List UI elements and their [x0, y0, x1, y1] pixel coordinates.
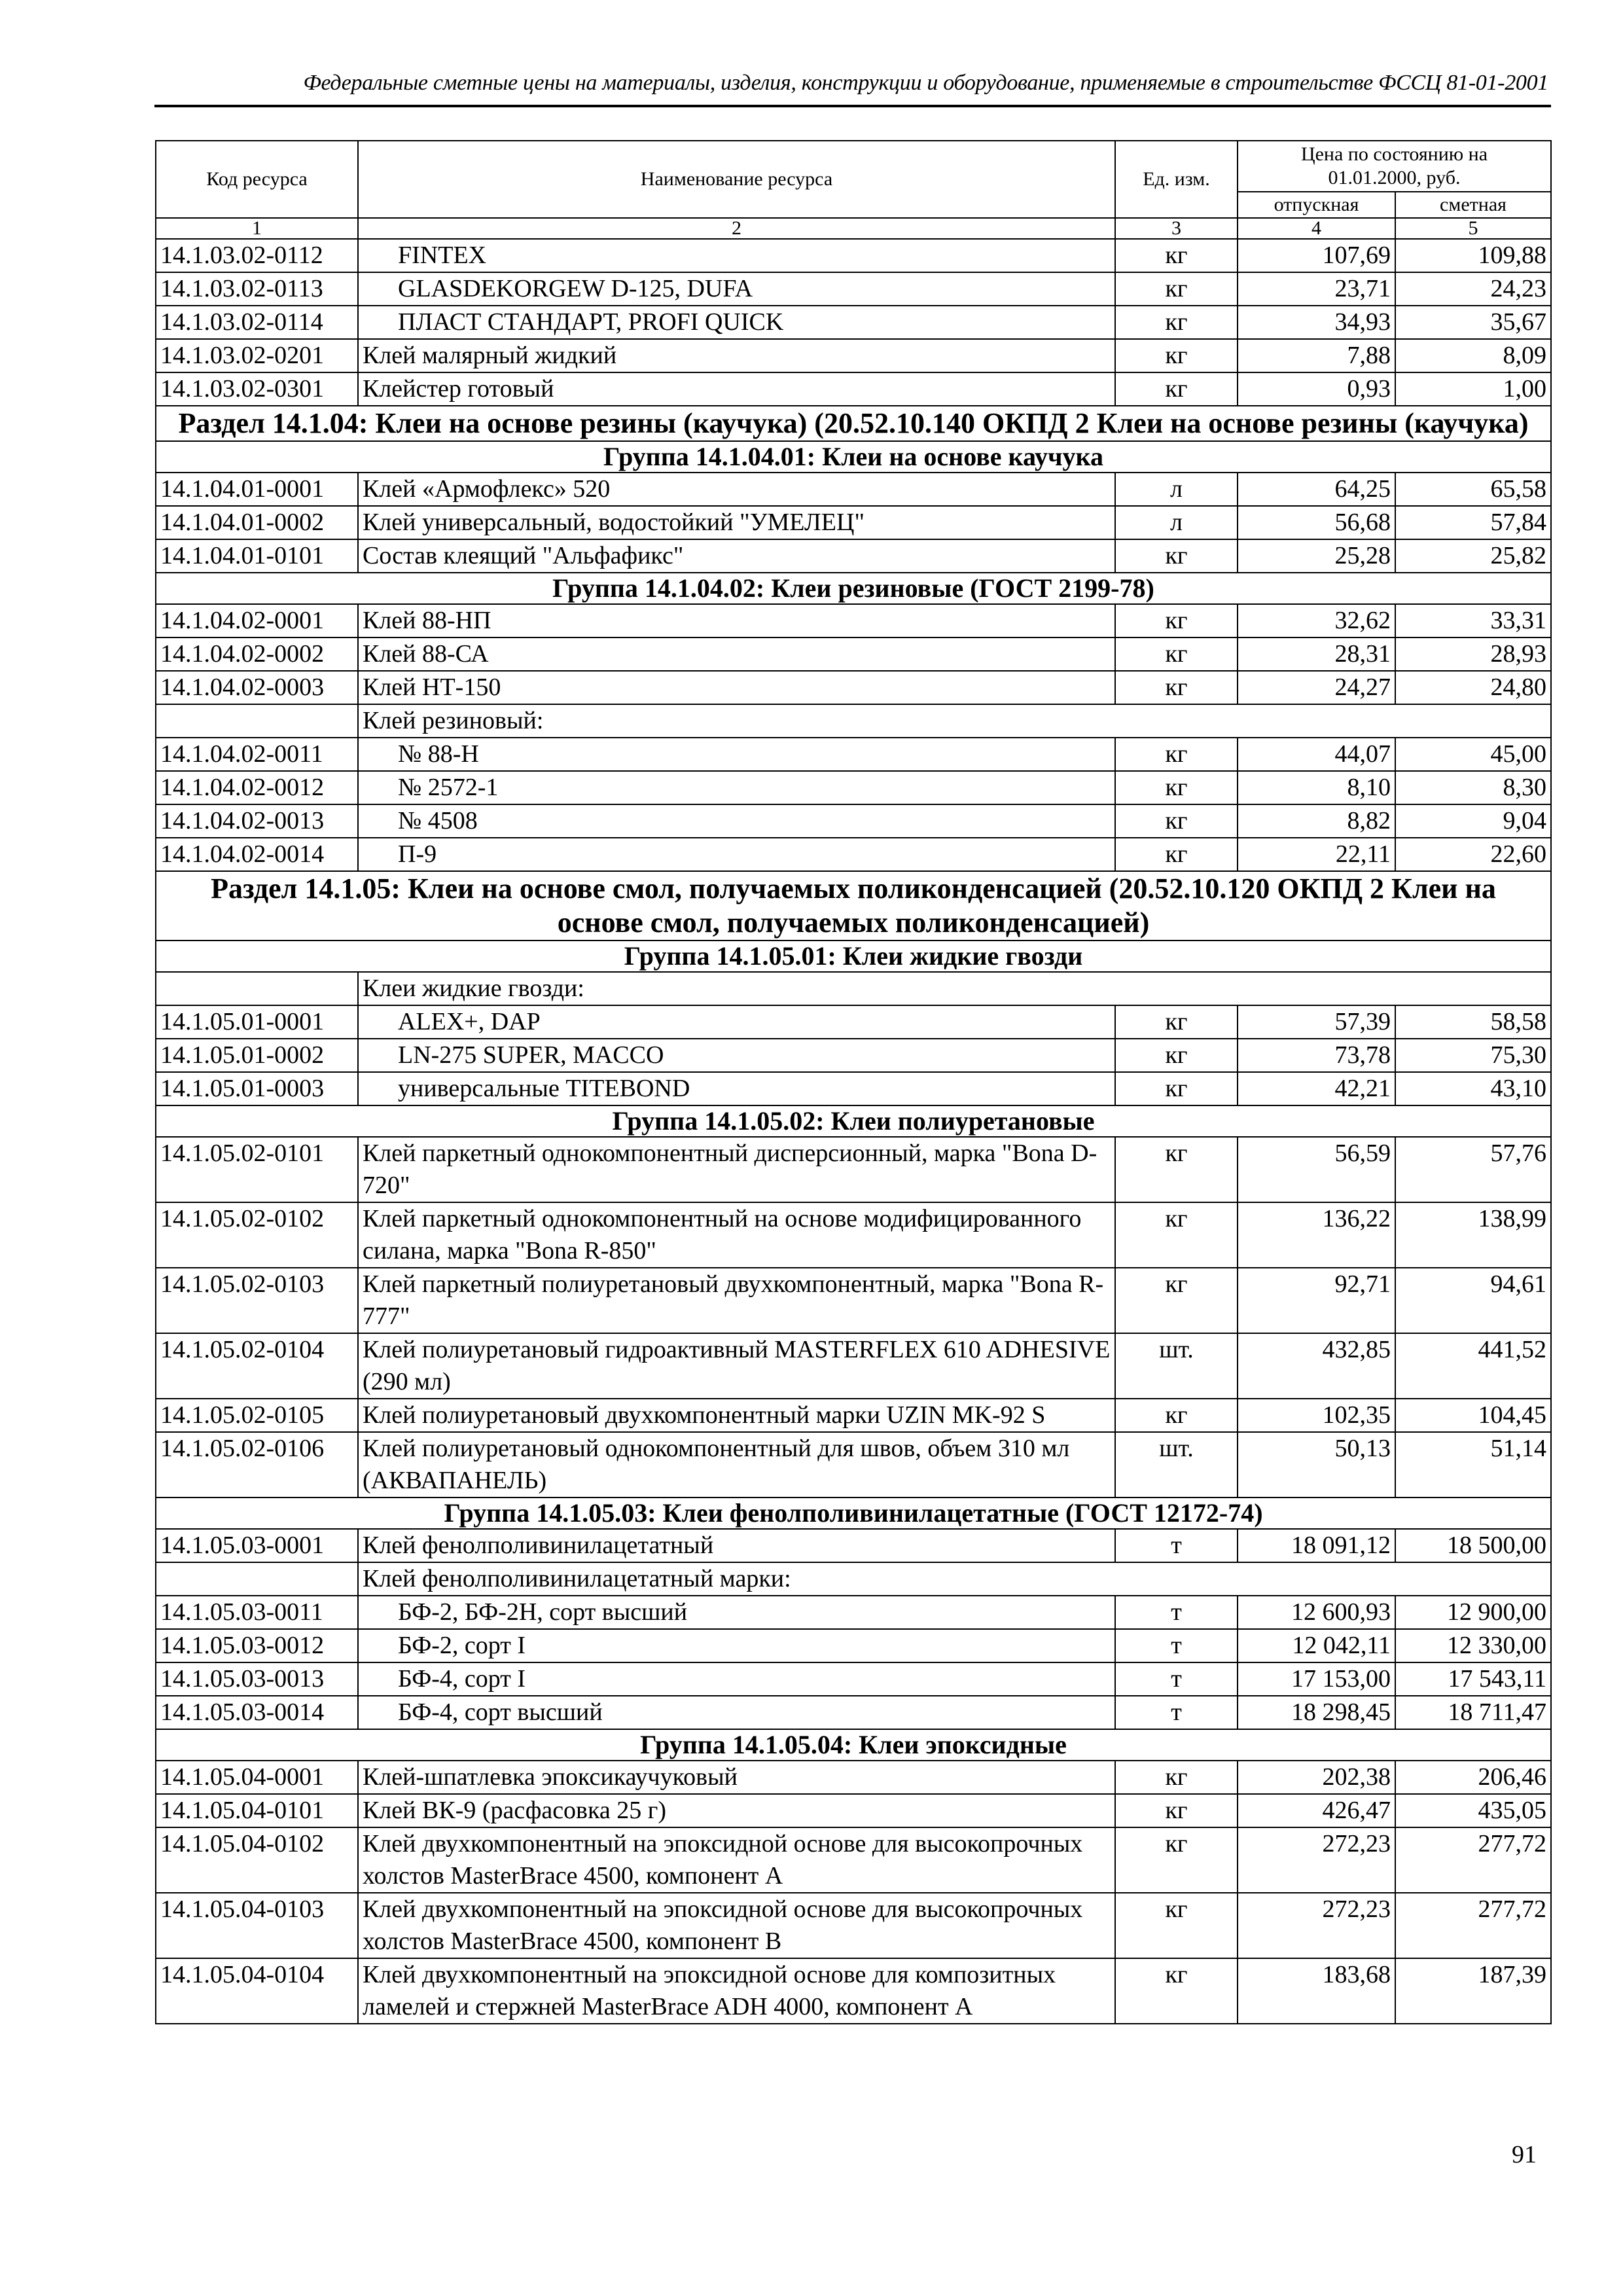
unit: шт. — [1115, 1432, 1238, 1498]
col-number: 3 — [1115, 218, 1238, 239]
resource-code: 14.1.03.02-0301 — [156, 372, 358, 406]
unit: кг — [1115, 1202, 1238, 1268]
group-title: Группа 14.1.04.01: Клеи на основе каучука — [156, 441, 1551, 473]
subheading-label: Клеи жидкие гвозди: — [358, 972, 1551, 1005]
price-release: 23,71 — [1238, 272, 1395, 306]
table-body — [156, 239, 1551, 2024]
resource-code: 14.1.05.01-0003 — [156, 1072, 358, 1105]
price-estimate: 18 711,47 — [1395, 1696, 1551, 1729]
unit: кг — [1115, 604, 1238, 637]
price-release: 64,25 — [1238, 473, 1395, 506]
resource-code: 14.1.04.02-0003 — [156, 671, 358, 704]
price-release: 136,22 — [1238, 1202, 1395, 1268]
table-row — [156, 239, 1551, 272]
price-release: 56,59 — [1238, 1137, 1395, 1202]
table-row — [156, 506, 1551, 539]
header-row — [156, 141, 1551, 192]
unit: т — [1115, 1696, 1238, 1729]
price-estimate: 441,52 — [1395, 1333, 1551, 1399]
table-row — [156, 1794, 1551, 1827]
price-release: 183,68 — [1238, 1958, 1395, 2024]
table-row — [156, 637, 1551, 671]
price-release: 12 600,93 — [1238, 1596, 1395, 1629]
table-row — [156, 1137, 1551, 1202]
unit: кг — [1115, 306, 1238, 339]
price-release: 8,10 — [1238, 771, 1395, 804]
resource-code: 14.1.05.01-0001 — [156, 1005, 358, 1039]
header-code: Код ресурса — [156, 141, 358, 218]
unit: кг — [1115, 1039, 1238, 1072]
resource-code: 14.1.05.02-0105 — [156, 1399, 358, 1432]
price-release: 25,28 — [1238, 539, 1395, 573]
resource-code: 14.1.04.02-0014 — [156, 838, 358, 871]
resource-name: № 2572-1 — [358, 771, 1115, 804]
price-estimate: 8,09 — [1395, 339, 1551, 372]
group-heading-row — [156, 1498, 1551, 1529]
resource-name: Клей ВК-9 (расфасовка 25 г) — [358, 1794, 1115, 1827]
price-release: 432,85 — [1238, 1333, 1395, 1399]
resource-code: 14.1.05.04-0104 — [156, 1958, 358, 2024]
price-release: 44,07 — [1238, 738, 1395, 771]
resource-name: БФ-2, сорт I — [358, 1629, 1115, 1662]
price-estimate: 43,10 — [1395, 1072, 1551, 1105]
resource-code: 14.1.05.02-0102 — [156, 1202, 358, 1268]
price-release: 8,82 — [1238, 804, 1395, 838]
price-release: 56,68 — [1238, 506, 1395, 539]
resource-code: 14.1.05.04-0103 — [156, 1893, 358, 1958]
unit: л — [1115, 473, 1238, 506]
price-release: 202,38 — [1238, 1761, 1395, 1794]
price-estimate: 8,30 — [1395, 771, 1551, 804]
unit: кг — [1115, 1072, 1238, 1105]
resource-code: 14.1.05.04-0101 — [156, 1794, 358, 1827]
unit: кг — [1115, 804, 1238, 838]
section-heading-row — [156, 871, 1551, 941]
price-release: 17 153,00 — [1238, 1662, 1395, 1696]
table-row — [156, 1827, 1551, 1893]
resource-name: Состав клеящий "Альфафикс" — [358, 539, 1115, 573]
resource-name: GLASDEKORGEW D-125, DUFA — [358, 272, 1115, 306]
resource-code: 14.1.03.02-0113 — [156, 272, 358, 306]
resource-code: 14.1.05.01-0002 — [156, 1039, 358, 1072]
header-price-estimate: сметная — [1395, 192, 1551, 218]
price-release: 32,62 — [1238, 604, 1395, 637]
col-number: 5 — [1395, 218, 1551, 239]
subheading-row — [156, 972, 1551, 1005]
price-estimate: 24,23 — [1395, 272, 1551, 306]
price-estimate: 57,76 — [1395, 1137, 1551, 1202]
price-estimate: 18 500,00 — [1395, 1529, 1551, 1562]
unit: кг — [1115, 539, 1238, 573]
table-row — [156, 1596, 1551, 1629]
unit: кг — [1115, 1761, 1238, 1794]
code-cell-empty — [156, 972, 358, 1005]
price-release: 107,69 — [1238, 239, 1395, 272]
unit: кг — [1115, 1893, 1238, 1958]
table-row — [156, 1432, 1551, 1498]
price-release: 50,13 — [1238, 1432, 1395, 1498]
section-title: Раздел 14.1.04: Клеи на основе резины (каучука) (20.52.10.140 ОКПД 2 Клеи на основе резины (каучука) — [156, 406, 1551, 441]
code-cell-empty — [156, 1562, 358, 1596]
price-estimate: 33,31 — [1395, 604, 1551, 637]
price-release: 73,78 — [1238, 1039, 1395, 1072]
resource-code: 14.1.05.03-0001 — [156, 1529, 358, 1562]
resource-name: № 4508 — [358, 804, 1115, 838]
resource-name: Клей малярный жидкий — [358, 339, 1115, 372]
table-row — [156, 1039, 1551, 1072]
resource-code: 14.1.05.03-0013 — [156, 1662, 358, 1696]
table-row — [156, 738, 1551, 771]
unit: т — [1115, 1596, 1238, 1629]
header-price-release: отпускная — [1238, 192, 1395, 218]
page-number: 91 — [1512, 2141, 1537, 2168]
col-number: 2 — [358, 218, 1115, 239]
unit: кг — [1115, 838, 1238, 871]
price-release: 7,88 — [1238, 339, 1395, 372]
section-title: Раздел 14.1.05: Клеи на основе смол, получаемых поликонденсацией (20.52.10.120 ОКПД 2 Клеи на основе смол, получаемых поликонденсацией) — [156, 871, 1551, 941]
unit: кг — [1115, 1958, 1238, 2024]
unit: л — [1115, 506, 1238, 539]
group-heading-row — [156, 1105, 1551, 1137]
price-estimate: 277,72 — [1395, 1893, 1551, 1958]
price-release: 42,21 — [1238, 1072, 1395, 1105]
table-row — [156, 1333, 1551, 1399]
price-release: 0,93 — [1238, 372, 1395, 406]
price-release: 426,47 — [1238, 1794, 1395, 1827]
table-row — [156, 1202, 1551, 1268]
price-table — [155, 140, 1552, 2024]
running-head: Федеральные сметные цены на материалы, изделия, конструкции и оборудование, применяемые в строительстве ФССЦ 81-01-2001 — [303, 71, 1548, 95]
resource-code: 14.1.05.04-0001 — [156, 1761, 358, 1794]
price-estimate: 22,60 — [1395, 838, 1551, 871]
col-number: 1 — [156, 218, 358, 239]
resource-name: Клей двухкомпонентный на эпоксидной основе для композитных ламелей и стержней MasterBrace ADH 4000, компонент А — [358, 1958, 1115, 2024]
unit: т — [1115, 1629, 1238, 1662]
unit: кг — [1115, 671, 1238, 704]
table-row — [156, 1529, 1551, 1562]
table-row — [156, 473, 1551, 506]
header-rule — [154, 105, 1551, 107]
price-release: 272,23 — [1238, 1827, 1395, 1893]
table-row — [156, 1629, 1551, 1662]
resource-name: Клей двухкомпонентный на эпоксидной основе для высокопрочных холстов MasterBrace 4500, компонент А — [358, 1827, 1115, 1893]
table-row — [156, 771, 1551, 804]
price-release: 57,39 — [1238, 1005, 1395, 1039]
unit: кг — [1115, 1137, 1238, 1202]
table-row — [156, 838, 1551, 871]
resource-code: 14.1.05.04-0102 — [156, 1827, 358, 1893]
price-release: 34,93 — [1238, 306, 1395, 339]
table-row — [156, 372, 1551, 406]
table-row — [156, 804, 1551, 838]
price-estimate: 51,14 — [1395, 1432, 1551, 1498]
price-estimate: 57,84 — [1395, 506, 1551, 539]
resource-name: Клей полиуретановый гидроактивный MASTERFLEX 610 ADHESIVE (290 мл) — [358, 1333, 1115, 1399]
resource-name: LN-275 SUPER, MACCO — [358, 1039, 1115, 1072]
group-title: Группа 14.1.05.03: Клеи фенолполивинилацетатные (ГОСТ 12172-74) — [156, 1498, 1551, 1529]
table-row — [156, 339, 1551, 372]
price-release: 102,35 — [1238, 1399, 1395, 1432]
subheading-label: Клей резиновый: — [358, 704, 1551, 738]
resource-name: Клей 88-НП — [358, 604, 1115, 637]
table-row — [156, 604, 1551, 637]
price-estimate: 187,39 — [1395, 1958, 1551, 2024]
unit: кг — [1115, 637, 1238, 671]
resource-code: 14.1.05.03-0012 — [156, 1629, 358, 1662]
unit: кг — [1115, 339, 1238, 372]
price-estimate: 435,05 — [1395, 1794, 1551, 1827]
resource-name: Клей 88-СА — [358, 637, 1115, 671]
subheading-row — [156, 1562, 1551, 1596]
resource-name: БФ-2, БФ-2Н, сорт высший — [358, 1596, 1115, 1629]
resource-code: 14.1.05.02-0103 — [156, 1268, 358, 1333]
unit: кг — [1115, 1268, 1238, 1333]
resource-name: № 88-Н — [358, 738, 1115, 771]
resource-code: 14.1.04.02-0013 — [156, 804, 358, 838]
unit: кг — [1115, 1794, 1238, 1827]
group-title: Группа 14.1.05.02: Клеи полиуретановые — [156, 1105, 1551, 1137]
header-name: Наименование ресурса — [358, 141, 1115, 218]
price-release: 22,11 — [1238, 838, 1395, 871]
group-title: Группа 14.1.05.01: Клеи жидкие гвозди — [156, 941, 1551, 972]
group-heading-row — [156, 573, 1551, 604]
price-estimate: 104,45 — [1395, 1399, 1551, 1432]
table-row — [156, 539, 1551, 573]
price-estimate: 65,58 — [1395, 473, 1551, 506]
price-release: 272,23 — [1238, 1893, 1395, 1958]
unit: кг — [1115, 738, 1238, 771]
unit: кг — [1115, 1827, 1238, 1893]
table-row — [156, 1072, 1551, 1105]
price-release: 92,71 — [1238, 1268, 1395, 1333]
price-estimate: 28,93 — [1395, 637, 1551, 671]
resource-name: Клей паркетный однокомпонентный на основе модифицированного силана, марка "Bona R-850" — [358, 1202, 1115, 1268]
unit: шт. — [1115, 1333, 1238, 1399]
resource-code: 14.1.04.01-0101 — [156, 539, 358, 573]
resource-code: 14.1.05.02-0101 — [156, 1137, 358, 1202]
resource-name: Клей двухкомпонентный на эпоксидной основе для высокопрочных холстов MasterBrace 4500, компонент В — [358, 1893, 1115, 1958]
table-row — [156, 1696, 1551, 1729]
price-estimate: 17 543,11 — [1395, 1662, 1551, 1696]
resource-code: 14.1.05.02-0106 — [156, 1432, 358, 1498]
table-row — [156, 272, 1551, 306]
table-row — [156, 1958, 1551, 2024]
resource-name: БФ-4, сорт I — [358, 1662, 1115, 1696]
price-estimate: 58,58 — [1395, 1005, 1551, 1039]
price-estimate: 25,82 — [1395, 539, 1551, 573]
section-heading-row — [156, 406, 1551, 441]
price-release: 24,27 — [1238, 671, 1395, 704]
table-row — [156, 671, 1551, 704]
price-estimate: 138,99 — [1395, 1202, 1551, 1268]
table-row — [156, 1268, 1551, 1333]
price-release: 18 091,12 — [1238, 1529, 1395, 1562]
price-estimate: 75,30 — [1395, 1039, 1551, 1072]
table-row — [156, 1893, 1551, 1958]
resource-name: БФ-4, сорт высший — [358, 1696, 1115, 1729]
table-row — [156, 1399, 1551, 1432]
price-estimate: 24,80 — [1395, 671, 1551, 704]
group-heading-row — [156, 441, 1551, 473]
price-estimate: 35,67 — [1395, 306, 1551, 339]
resource-code: 14.1.05.03-0014 — [156, 1696, 358, 1729]
resource-code: 14.1.03.02-0114 — [156, 306, 358, 339]
resource-code: 14.1.04.02-0012 — [156, 771, 358, 804]
resource-code: 14.1.03.02-0201 — [156, 339, 358, 372]
subheading-row — [156, 704, 1551, 738]
resource-code: 14.1.05.02-0104 — [156, 1333, 358, 1399]
group-heading-row — [156, 941, 1551, 972]
column-numbers-row — [156, 218, 1551, 239]
resource-code: 14.1.04.02-0001 — [156, 604, 358, 637]
resource-name: Клей «Армофлекс» 520 — [358, 473, 1115, 506]
resource-name: Клей полиуретановый двухкомпонентный марки UZIN MK-92 S — [358, 1399, 1115, 1432]
unit: т — [1115, 1662, 1238, 1696]
resource-name: FINTEX — [358, 239, 1115, 272]
unit: т — [1115, 1529, 1238, 1562]
subheading-label: Клей фенолполивинилацетатный марки: — [358, 1562, 1551, 1596]
resource-name: Клей паркетный однокомпонентный дисперсионный, марка "Bona D-720" — [358, 1137, 1115, 1202]
resource-code: 14.1.03.02-0112 — [156, 239, 358, 272]
resource-name: универсальные TITEBOND — [358, 1072, 1115, 1105]
resource-code: 14.1.04.01-0001 — [156, 473, 358, 506]
price-estimate: 9,04 — [1395, 804, 1551, 838]
resource-name: Клейстер готовый — [358, 372, 1115, 406]
price-release: 18 298,45 — [1238, 1696, 1395, 1729]
col-number: 4 — [1238, 218, 1395, 239]
table-row — [156, 306, 1551, 339]
header-price-group: Цена по состоянию на 01.01.2000, руб. — [1238, 141, 1551, 192]
price-estimate: 45,00 — [1395, 738, 1551, 771]
resource-code: 14.1.04.01-0002 — [156, 506, 358, 539]
price-estimate: 277,72 — [1395, 1827, 1551, 1893]
resource-name: Клей НТ-150 — [358, 671, 1115, 704]
price-estimate: 12 330,00 — [1395, 1629, 1551, 1662]
resource-code: 14.1.04.02-0002 — [156, 637, 358, 671]
unit: кг — [1115, 1399, 1238, 1432]
resource-name: Клей универсальный, водостойкий "УМЕЛЕЦ" — [358, 506, 1115, 539]
unit: кг — [1115, 1005, 1238, 1039]
resource-name: Клей-шпатлевка эпоксикаучуковый — [358, 1761, 1115, 1794]
resource-name: Клей фенолполивинилацетатный — [358, 1529, 1115, 1562]
table-row — [156, 1005, 1551, 1039]
price-estimate: 206,46 — [1395, 1761, 1551, 1794]
price-estimate: 1,00 — [1395, 372, 1551, 406]
unit: кг — [1115, 771, 1238, 804]
price-release: 12 042,11 — [1238, 1629, 1395, 1662]
resource-name: Клей полиуретановый однокомпонентный для швов, объем 310 мл (АКВАПАНЕЛЬ) — [358, 1432, 1115, 1498]
resource-name: Клей паркетный полиуретановый двухкомпонентный, марка "Bona R-777" — [358, 1268, 1115, 1333]
unit: кг — [1115, 372, 1238, 406]
table-row — [156, 1662, 1551, 1696]
group-title: Группа 14.1.05.04: Клеи эпоксидные — [156, 1729, 1551, 1761]
resource-name: ПЛАСТ СТАНДАРТ, PROFI QUICK — [358, 306, 1115, 339]
group-title: Группа 14.1.04.02: Клеи резиновые (ГОСТ 2199-78) — [156, 573, 1551, 604]
unit: кг — [1115, 239, 1238, 272]
resource-name: П-9 — [358, 838, 1115, 871]
price-estimate: 12 900,00 — [1395, 1596, 1551, 1629]
resource-code: 14.1.05.03-0011 — [156, 1596, 358, 1629]
price-release: 28,31 — [1238, 637, 1395, 671]
group-heading-row — [156, 1729, 1551, 1761]
table-row — [156, 1761, 1551, 1794]
header-unit: Ед. изм. — [1115, 141, 1238, 218]
price-estimate: 94,61 — [1395, 1268, 1551, 1333]
resource-name: ALEX+, DAP — [358, 1005, 1115, 1039]
code-cell-empty — [156, 704, 358, 738]
unit: кг — [1115, 272, 1238, 306]
price-estimate: 109,88 — [1395, 239, 1551, 272]
resource-code: 14.1.04.02-0011 — [156, 738, 358, 771]
